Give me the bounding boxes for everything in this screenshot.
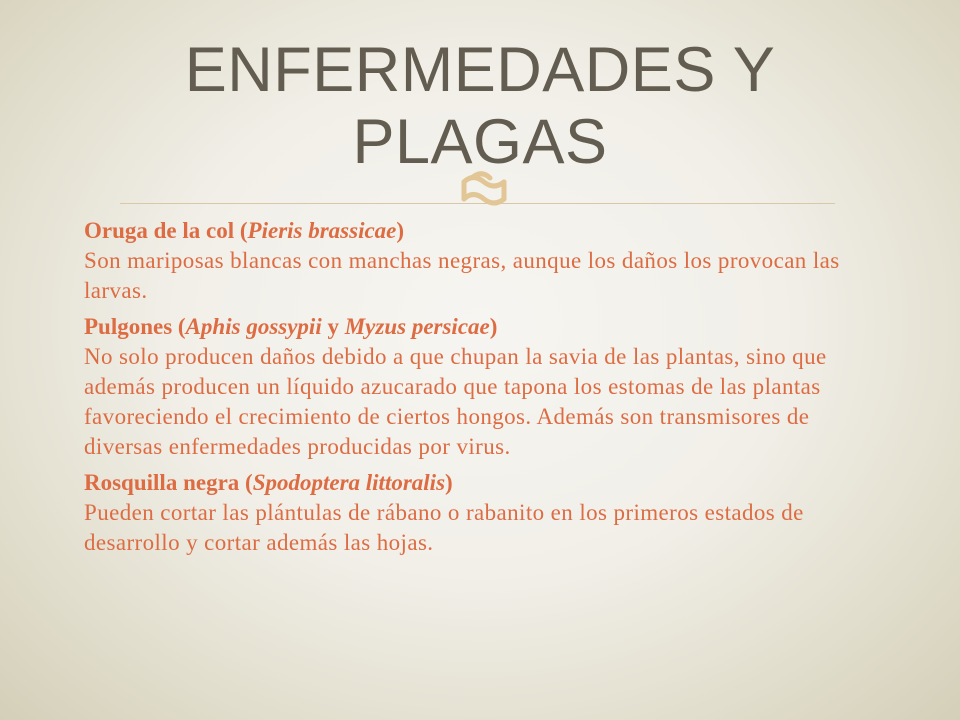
slide-title: ENFERMEDADES Y PLAGAS — [184, 35, 776, 177]
pest-name-text: Rosquilla negra ( — [84, 470, 253, 495]
pest-name-text: Pulgones ( — [84, 314, 186, 339]
pest-list — [84, 216, 854, 564]
pest-name-oruga — [84, 216, 854, 246]
scroll-icon — [455, 168, 513, 214]
latin-name: Aphis gossypii — [185, 314, 322, 339]
pest-description: Son mariposas blancas con manchas negras, aunque los daños los provocan las larvas. — [84, 248, 840, 303]
list-item-pulgones — [84, 312, 854, 462]
name-connector: y — [321, 314, 345, 339]
list-item-oruga — [84, 216, 854, 306]
pest-name-rosquilla — [84, 468, 854, 498]
list-item-rosquilla — [84, 468, 854, 558]
pest-description: No solo producen daños debido a que chupan la savia de las plantas, sino que además producen un líquido azucarado que tapona los estomas de las plantas favoreciendo el crecimiento de ciertos hongos. Además son transmisores de diversas enfermedades producidas por virus. — [84, 344, 827, 459]
name-closing: ) — [445, 470, 453, 495]
pest-description: Pueden cortar las plántulas de rábano o rabanito en los primeros estados de desarrollo y cortar además las hojas. — [84, 500, 804, 555]
pest-name-pulgones — [84, 312, 854, 342]
name-closing: ) — [396, 218, 405, 243]
latin-name: Spodoptera littoralis — [252, 470, 446, 495]
pest-name-text: Oruga de la col ( — [84, 218, 248, 243]
latin-name: Myzus persicae — [344, 314, 490, 339]
latin-name: Pieris brassicae — [247, 218, 397, 243]
name-closing: ) — [489, 314, 498, 339]
